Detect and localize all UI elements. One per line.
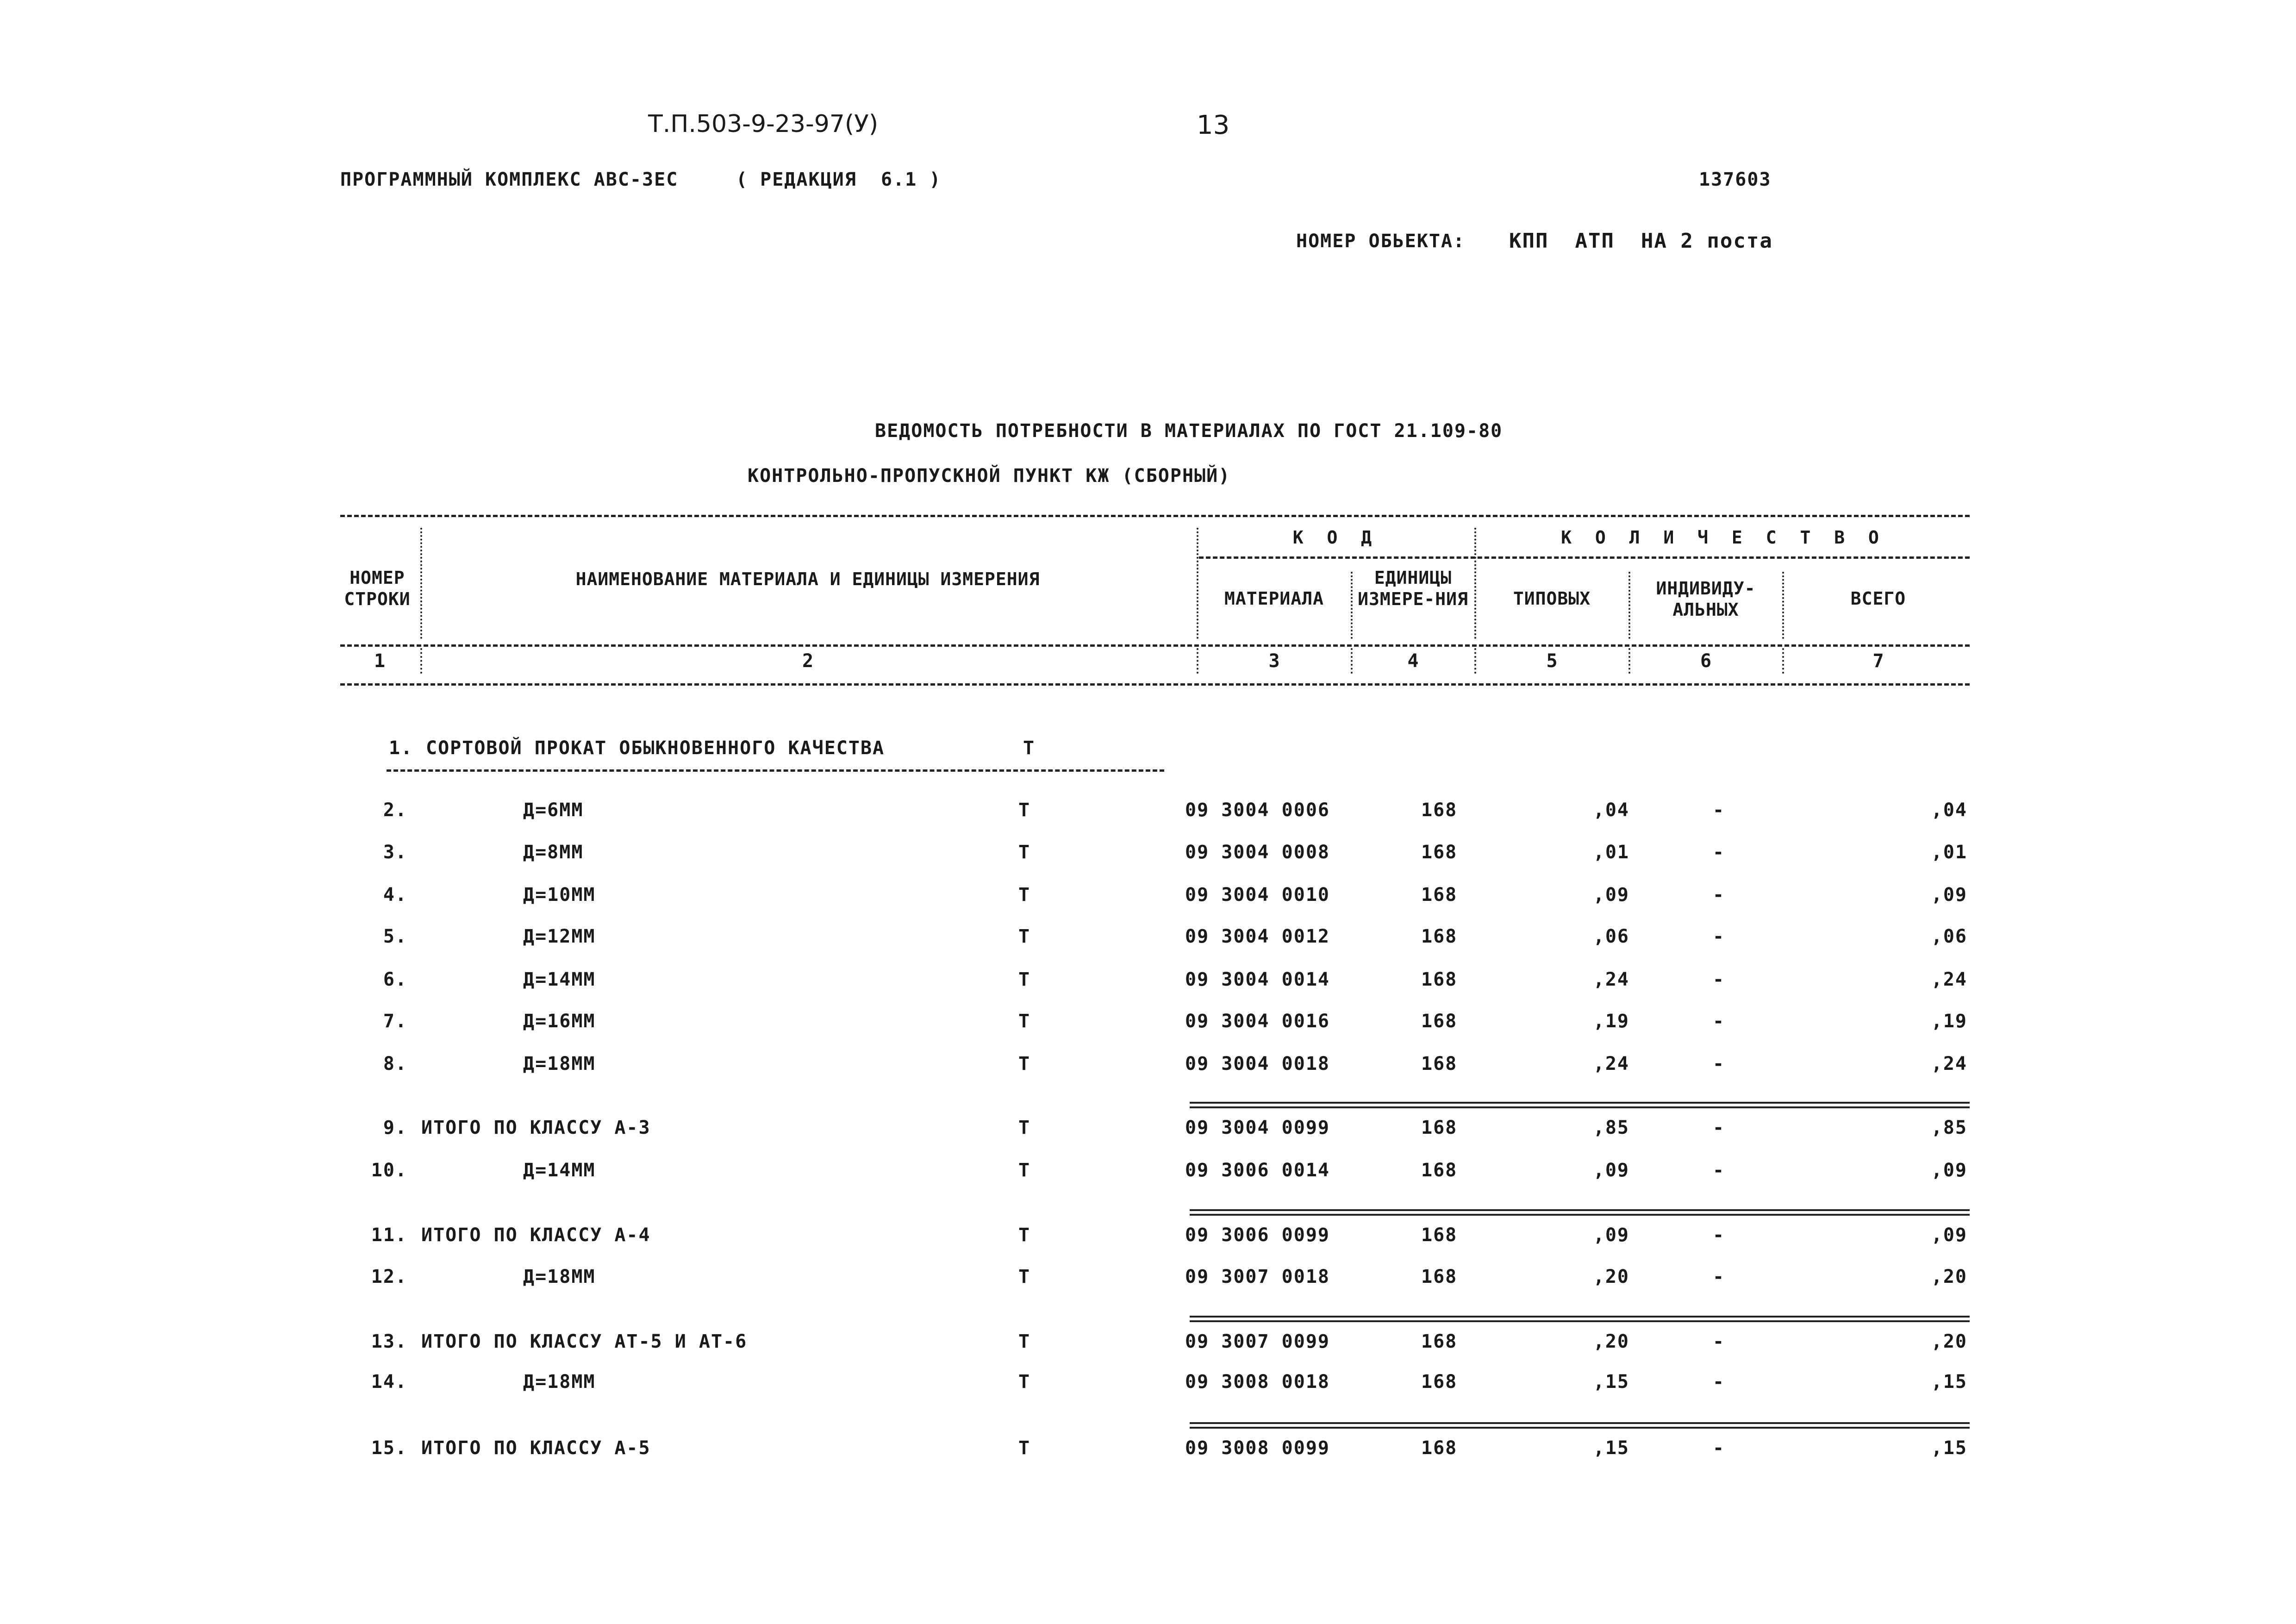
material-code: 09 3007 0018 xyxy=(1185,1266,1330,1287)
col-separator xyxy=(1474,648,1476,674)
report-title: ВЕДОМОСТЬ ПОТРЕБНОСТИ В МАТЕРИАЛАХ ПО ГОСТ 21.109-80 xyxy=(875,420,1503,442)
qty-individual: - xyxy=(1713,1437,1725,1459)
material-code: 09 3004 0099 xyxy=(1185,1117,1330,1138)
qty-total: ,20 xyxy=(1931,1266,1967,1287)
col-separator xyxy=(1474,528,1476,639)
qty-typical: ,09 xyxy=(1593,884,1629,906)
page-number: 13 xyxy=(1197,110,1230,140)
qty-total: ,24 xyxy=(1931,969,1967,990)
material-code: 09 3004 0016 xyxy=(1185,1011,1330,1032)
col-separator xyxy=(1351,572,1353,639)
unit-code: 168 xyxy=(1421,926,1458,947)
header-top-rule xyxy=(340,515,1970,517)
unit-code: 168 xyxy=(1421,1371,1458,1393)
material-name: Д=16ММ xyxy=(523,1011,596,1032)
material-code: 09 3007 0099 xyxy=(1185,1331,1330,1352)
qty-individual: - xyxy=(1713,1224,1725,1246)
qty-total: ,09 xyxy=(1931,1160,1967,1181)
subtotal-rule xyxy=(1190,1209,1970,1216)
unit: Т xyxy=(1018,1331,1031,1352)
qty-total: ,15 xyxy=(1931,1371,1967,1393)
qty-individual: - xyxy=(1713,1117,1725,1138)
row-number: 15. xyxy=(371,1437,407,1459)
report-subtitle: КОНТРОЛЬНО-ПРОПУСКНОЙ ПУНКТ КЖ (СБОРНЫЙ) xyxy=(748,465,1231,487)
col-separator xyxy=(1782,648,1784,674)
row-number: 3. xyxy=(383,842,407,863)
section-underline xyxy=(387,769,1164,772)
qty-typical: ,20 xyxy=(1593,1331,1629,1352)
material-code: 09 3004 0012 xyxy=(1185,926,1330,947)
row-number: 13. xyxy=(371,1331,407,1352)
qty-individual: - xyxy=(1713,842,1725,863)
material-code: 09 3004 0014 xyxy=(1185,969,1330,990)
unit: Т xyxy=(1018,969,1031,990)
material-name: Д=18ММ xyxy=(523,1053,596,1074)
row-number: 14. xyxy=(371,1371,407,1393)
material-code: 09 3008 0018 xyxy=(1185,1371,1330,1393)
unit-code: 168 xyxy=(1421,1437,1458,1459)
header-individual: ИНДИВИДУ-АЛЬНЫХ xyxy=(1656,578,1756,620)
col-separator xyxy=(1351,648,1353,674)
material-code: 09 3006 0014 xyxy=(1185,1160,1330,1181)
unit: Т xyxy=(1018,842,1031,863)
material-name: Д=14ММ xyxy=(523,969,596,990)
header-material-name: НАИМЕНОВАНИЕ МАТЕРИАЛА И ЕДИНИЦЫ ИЗМЕРЕНИЯ xyxy=(575,569,1040,589)
qty-total: ,85 xyxy=(1931,1117,1967,1138)
unit: Т xyxy=(1018,884,1031,906)
material-name: ИТОГО ПО КЛАССУ А-5 xyxy=(421,1437,651,1459)
column-number: 7 xyxy=(1872,650,1884,672)
material-name: Д=8ММ xyxy=(523,842,584,863)
qty-total: ,20 xyxy=(1931,1331,1967,1352)
material-code: 09 3004 0008 xyxy=(1185,842,1330,863)
material-name: Д=18ММ xyxy=(523,1266,596,1287)
column-number: 4 xyxy=(1407,650,1419,672)
qty-typical: ,01 xyxy=(1593,842,1629,863)
object-value: КПП АТП НА 2 поста xyxy=(1509,229,1773,253)
qty-total: ,19 xyxy=(1931,1011,1967,1032)
row-number: 10. xyxy=(371,1160,407,1181)
object-label: НОМЕР ОБЬЕКТА: xyxy=(1296,231,1466,252)
qty-total: ,09 xyxy=(1931,1224,1967,1246)
header-code-group: К О Д xyxy=(1292,527,1379,548)
header-typical: ТИПОВЫХ xyxy=(1513,588,1591,609)
qty-typical: ,19 xyxy=(1593,1011,1629,1032)
row-number: 4. xyxy=(383,884,407,906)
column-number: 6 xyxy=(1700,650,1712,672)
qty-typical: ,09 xyxy=(1593,1160,1629,1181)
row-number: 11. xyxy=(371,1224,407,1246)
unit: Т xyxy=(1023,737,1036,759)
unit: Т xyxy=(1018,1437,1031,1459)
subtotal-rule xyxy=(1190,1422,1970,1429)
col-separator xyxy=(1628,572,1630,639)
material-name: СОРТОВОЙ ПРОКАТ ОБЫКНОВЕННОГО КАЧЕСТВА xyxy=(426,737,885,759)
unit: Т xyxy=(1018,800,1031,821)
material-name: Д=14ММ xyxy=(523,1160,596,1181)
material-code: 09 3008 0099 xyxy=(1185,1437,1330,1459)
edition-label: ( РЕДАКЦИЯ 6.1 ) xyxy=(736,169,942,190)
qty-individual: - xyxy=(1713,926,1725,947)
qty-typical: ,24 xyxy=(1593,969,1629,990)
material-name: ИТОГО ПО КЛАССУ А-4 xyxy=(421,1224,651,1246)
qty-individual: - xyxy=(1713,1331,1725,1352)
material-code: 09 3004 0010 xyxy=(1185,884,1330,906)
subtotal-rule xyxy=(1190,1102,1970,1108)
column-number: 2 xyxy=(802,650,814,672)
qty-typical: ,09 xyxy=(1593,1224,1629,1246)
unit-code: 168 xyxy=(1421,1117,1458,1138)
col-separator xyxy=(1628,648,1630,674)
material-name: Д=12ММ xyxy=(523,926,596,947)
col-separator xyxy=(1197,648,1198,674)
row-number: 7. xyxy=(383,1011,407,1032)
unit-code: 168 xyxy=(1421,800,1458,821)
header-mid-rule xyxy=(340,644,1970,647)
material-name: Д=10ММ xyxy=(523,884,596,906)
unit-code: 168 xyxy=(1421,1224,1458,1246)
unit: Т xyxy=(1018,1117,1031,1138)
row-number: 1. xyxy=(389,737,413,759)
qty-typical: ,15 xyxy=(1593,1437,1629,1459)
row-number: 8. xyxy=(383,1053,407,1074)
qty-individual: - xyxy=(1713,1160,1725,1181)
qty-individual: - xyxy=(1713,1011,1725,1032)
material-name: ИТОГО ПО КЛАССУ А-3 xyxy=(421,1117,651,1138)
qty-individual: - xyxy=(1713,884,1725,906)
subtotal-rule xyxy=(1190,1316,1970,1322)
material-name: ИТОГО ПО КЛАССУ АТ-5 И АТ-6 xyxy=(421,1331,748,1352)
material-name: Д=18ММ xyxy=(523,1371,596,1393)
unit: Т xyxy=(1018,1266,1031,1287)
unit: Т xyxy=(1018,1011,1031,1032)
material-code: 09 3004 0018 xyxy=(1185,1053,1330,1074)
unit-code: 168 xyxy=(1421,884,1458,906)
qty-individual: - xyxy=(1713,1371,1725,1393)
material-name: Д=6ММ xyxy=(523,800,584,821)
col-separator xyxy=(1197,528,1198,639)
qty-total: ,24 xyxy=(1931,1053,1967,1074)
qty-typical: ,06 xyxy=(1593,926,1629,947)
qty-individual: - xyxy=(1713,1266,1725,1287)
document-id: 137603 xyxy=(1699,169,1772,190)
header-quantity-group: К О Л И Ч Е С Т В О xyxy=(1561,527,1885,548)
qty-typical: ,20 xyxy=(1593,1266,1629,1287)
qty-total: ,15 xyxy=(1931,1437,1967,1459)
row-number: 12. xyxy=(371,1266,407,1287)
qty-typical: ,15 xyxy=(1593,1371,1629,1393)
column-number: 3 xyxy=(1268,650,1280,672)
unit: Т xyxy=(1018,1371,1031,1393)
row-number: 9. xyxy=(383,1117,407,1138)
header-material-code: МАТЕРИАЛА xyxy=(1224,588,1324,609)
qty-typical: ,85 xyxy=(1593,1117,1629,1138)
qty-typical: ,24 xyxy=(1593,1053,1629,1074)
qty-total: ,01 xyxy=(1931,842,1967,863)
unit: Т xyxy=(1018,1053,1031,1074)
unit-code: 168 xyxy=(1421,1266,1458,1287)
qty-individual: - xyxy=(1713,969,1725,990)
row-number: 5. xyxy=(383,926,407,947)
qty-total: ,04 xyxy=(1931,800,1967,821)
unit-code: 168 xyxy=(1421,969,1458,990)
unit: Т xyxy=(1018,1224,1031,1246)
header-unit-code: ЕДИНИЦЫ ИЗМЕРЕ-НИЯ xyxy=(1358,568,1468,609)
unit: Т xyxy=(1018,926,1031,947)
unit-code: 168 xyxy=(1421,842,1458,863)
column-number: 5 xyxy=(1546,650,1558,672)
header-bottom-rule xyxy=(340,683,1970,686)
unit-code: 168 xyxy=(1421,1160,1458,1181)
qty-individual: - xyxy=(1713,1053,1725,1074)
document-code: Т.П.503-9-23-97(У) xyxy=(648,110,879,138)
col-separator xyxy=(1782,572,1784,639)
material-code: 09 3004 0006 xyxy=(1185,800,1330,821)
qty-total: ,06 xyxy=(1931,926,1967,947)
qty-typical: ,04 xyxy=(1593,800,1629,821)
unit-code: 168 xyxy=(1421,1011,1458,1032)
unit-code: 168 xyxy=(1421,1053,1458,1074)
header-total: ВСЕГО xyxy=(1850,588,1906,609)
material-code: 09 3006 0099 xyxy=(1185,1224,1330,1246)
column-number: 1 xyxy=(374,650,386,672)
row-number: 2. xyxy=(383,800,407,821)
unit: Т xyxy=(1018,1160,1031,1181)
group-sub-rule xyxy=(1199,556,1970,559)
header-row-number: НОМЕР СТРОКИ xyxy=(344,568,411,609)
qty-individual: - xyxy=(1713,800,1725,821)
program-name: ПРОГРАММНЫЙ КОМПЛЕКС АВС-ЗЕС xyxy=(340,169,679,190)
qty-total: ,09 xyxy=(1931,884,1967,906)
unit-code: 168 xyxy=(1421,1331,1458,1352)
row-number: 6. xyxy=(383,969,407,990)
